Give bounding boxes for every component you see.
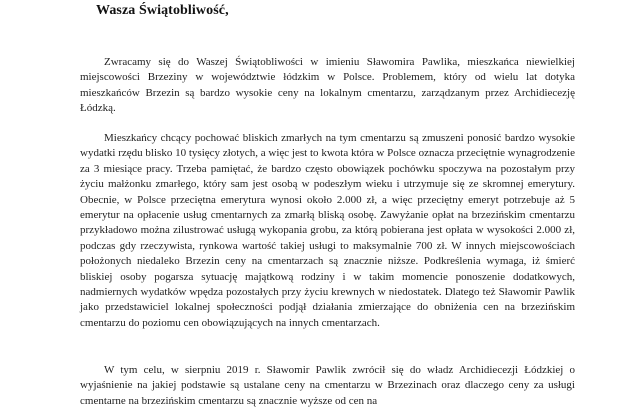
paragraph-inquiry: W tym celu, w sierpniu 2019 r. Sławomir Pawlik zwrócił się do władz Archidiecezji Łódzkiej o wyjaśnienie na jakiej podstawie są ustalane ceny na cmentarzu w Brzezinach oraz dlaczego ceny za usługi cmentarne na brzezińskim cmentarzu są znacznie wyższe od cen na [80, 364, 575, 407]
salutation: Wasza Świątobliwość, [96, 3, 229, 18]
paragraph-intro: Zwracamy się do Waszej Świątobliwości w imieniu Sławomira Pawlika, mieszkańca niewielkiej miejscowości Brzeziny w województwie łódzkim w Polsce. Problemem, który od wielu lat dotyka mieszkańców Brzezin są bardzo wysokie ceny na lokalnym cmentarzu, zarządzanym przez Archidiecezję Łódzką. [80, 56, 575, 115]
paragraph-costs: Mieszkańcy chcący pochować bliskich zmarłych na tym cmentarzu są zmuszeni ponosić bardzo wysokie wydatki rzędu blisko 10 tysięcy złotych, a więc jest to kwota która w Polsce oznacza przeciętnie wynagrodzenie za 3 miesiące pracy. Trzeba pamiętać, że bardzo często obowiązek pochówku spoczywa na pozostałym przy życiu małżonku zmarłego, który sam jest osobą w podeszłym wieku i utrzymuje się ze skromnej emerytury. Obecnie, w Polsce przeciętna emerytura wynosi około 2.000 zł, a więc przeciętny emeryt potrzebuje aż 5 emerytur na opłacenie usług cmentarnych za zmarłą bliską osobę. Zawyżanie opłat na brzezińskim cmentarzu przykładowo można zilustrować usługą wykopania grobu, za którą pobierana jest opłata w wysokości 2.000 zł, podczas gdy rzeczywista, rynkowa wartość takiej usługi to maksymalnie 700 zł. W innych miejscowościach położonych niedaleko Brzezin ceny na cmentarzach są znacznie niższe. Podkreślenia wymaga, iż śmierć bliskiej osoby pogarsza sytuację majątkową rodziny i w takim momencie ponoszenie dodatkowych, nadmiernych wydatków wpędza pozostałych przy życiu krewnych w niedostatek. Dlatego też Sławomir Pawlik jako przedstawiciel lokalnej społeczności podjął działania zmierzające do obniżenia cen na brzezińskim cmentarzu do poziomu cen obowiązujących na innych cmentarzach. [80, 132, 575, 329]
